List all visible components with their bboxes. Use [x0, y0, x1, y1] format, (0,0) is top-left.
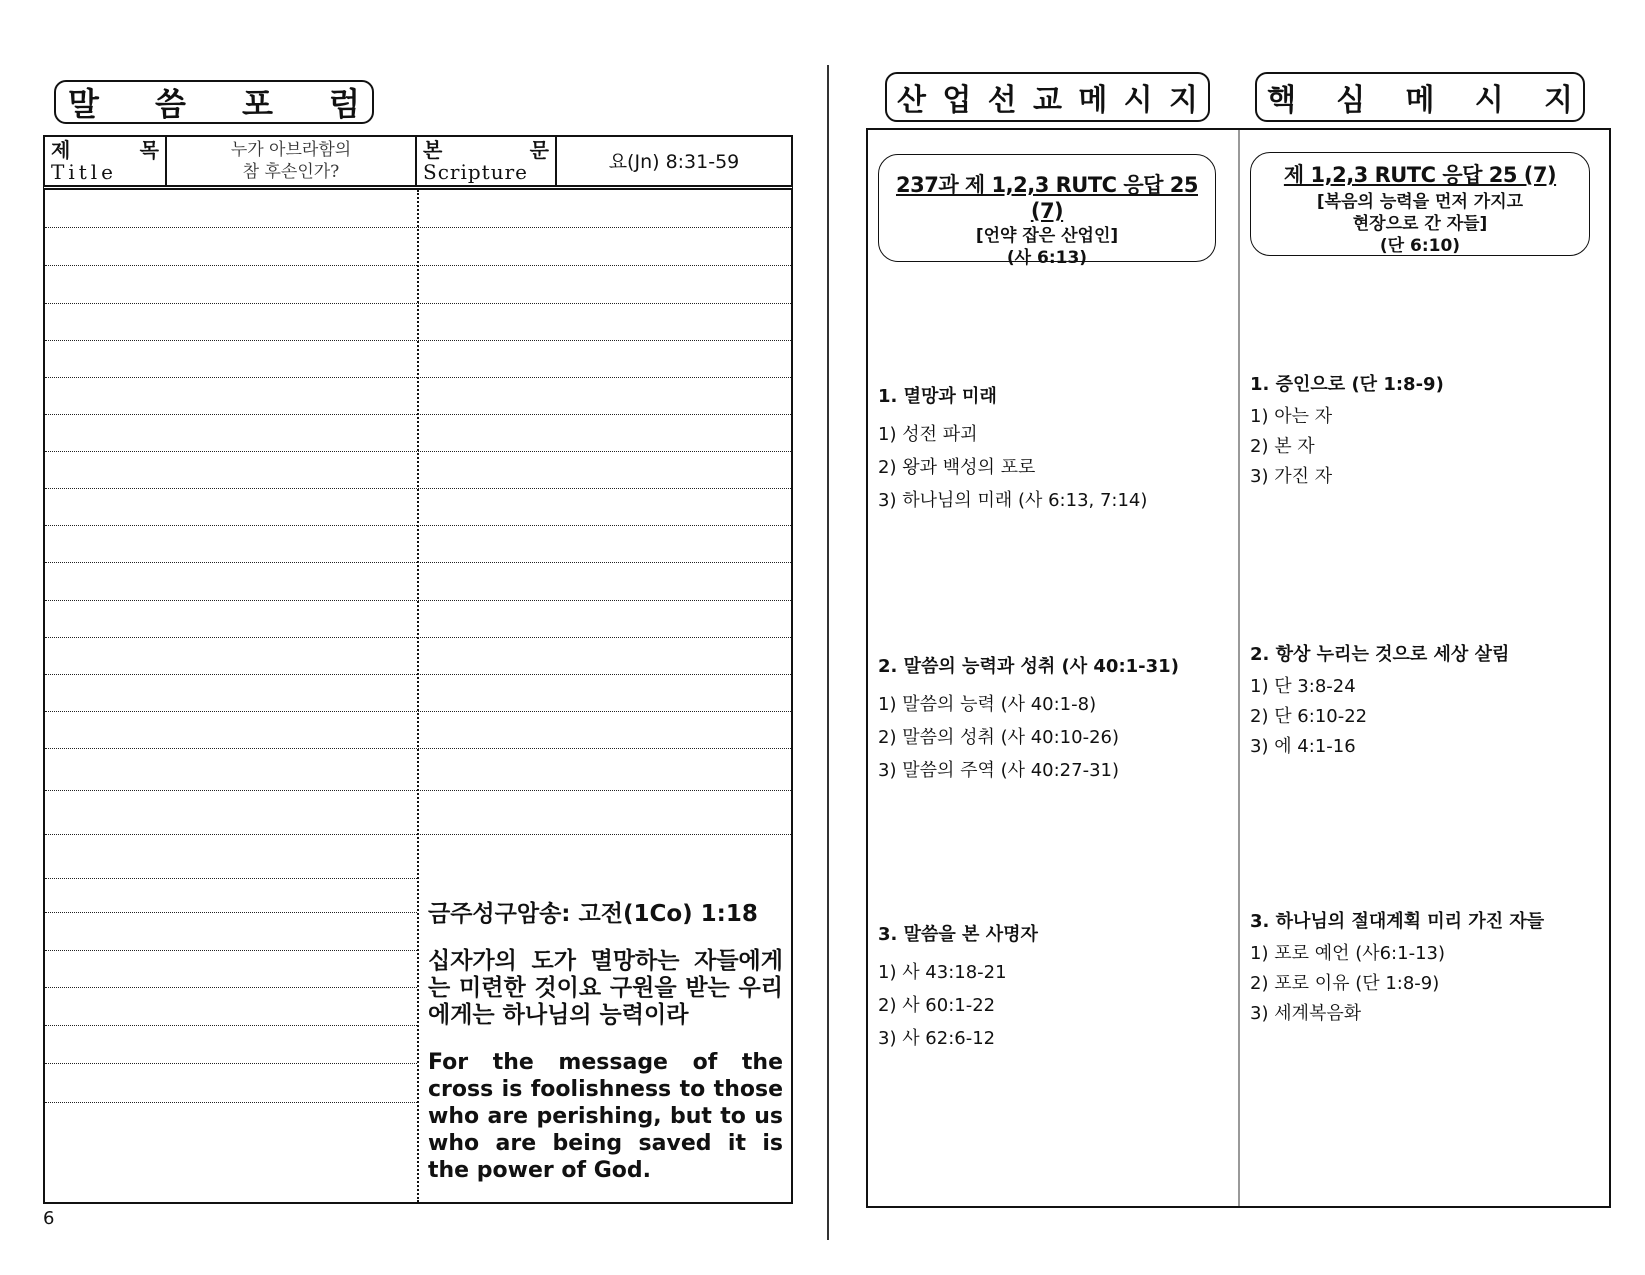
header-char: 핵: [1267, 83, 1296, 118]
scripture-label-cell: [417, 137, 557, 185]
scripture-value-cell: [557, 137, 791, 185]
note-line: [45, 303, 791, 304]
right-lesson-box: [1250, 152, 1590, 256]
note-line: [45, 451, 791, 452]
note-line: [45, 834, 791, 835]
message-content-box: [866, 128, 1611, 1208]
memory-verse-reference: 금주성구암송: 고전(1Co) 1:18: [428, 901, 758, 927]
note-line: [45, 227, 791, 228]
page-title-char: 씀: [155, 85, 186, 123]
section-item: 2) 포로 이유 (단 1:8-9): [1250, 973, 1440, 994]
note-line: [45, 414, 791, 415]
left-section-3: [878, 920, 1038, 1055]
scripture-value: 요(Jn) 8:31-59: [608, 151, 740, 173]
section-heading: 3. 하나님의 절대계획 미리 가진 자들: [1250, 911, 1545, 932]
scripture-label-en: Scripture: [423, 160, 528, 184]
note-line: [45, 950, 417, 951]
section-item: 1) 말씀의 능력 (사 40:1-8): [878, 694, 1097, 715]
header-char: 메: [1405, 83, 1435, 118]
section-item: 1) 사 43:18-21: [878, 962, 1007, 983]
note-line: [45, 265, 791, 266]
scripture-label-ko-1: 본: [423, 138, 443, 162]
notes-divider: [417, 190, 419, 1202]
header-char: 업: [942, 83, 972, 118]
section-heading: 3. 말씀을 본 사명자: [878, 924, 1038, 945]
page-spine: [827, 65, 829, 1240]
section-item: 1) 성전 파괴: [878, 424, 978, 445]
header-char: 메: [1078, 83, 1108, 118]
right-lesson-subtitle-2: 현장으로 간 자들]: [1352, 214, 1488, 234]
header-char: 시: [1474, 83, 1504, 118]
note-line: [45, 637, 791, 638]
section-item: 2) 왕과 백성의 포로: [878, 457, 1036, 478]
header-char: 산: [897, 83, 926, 118]
scripture-label-ko-2: 문: [529, 138, 549, 162]
section-item: 3) 세계복음화: [1250, 1003, 1362, 1024]
title-label-en: Title: [51, 160, 118, 184]
page-title-char: 럼: [329, 85, 360, 123]
right-section-1: [1250, 370, 1444, 492]
note-line: [45, 987, 417, 988]
note-line: [45, 878, 417, 879]
right-lesson-subtitle-1: [복음의 능력을 먼저 가지고: [1316, 192, 1524, 212]
section-heading: 1. 증인으로 (단 1:8-9): [1250, 374, 1444, 395]
header-char: 지: [1168, 83, 1198, 118]
section-item: 3) 가진 자: [1250, 466, 1333, 487]
header-char: 지: [1544, 83, 1573, 118]
right-lesson-title: 제 1,2,3 RUTC 응답 25 (7): [1283, 163, 1557, 187]
left-lesson-title: 237과 제 1,2,3 RUTC 응답 25 (7): [895, 173, 1198, 223]
sermon-title-line-2: 참 후손인가?: [242, 162, 340, 182]
note-line: [45, 340, 791, 341]
section-item: 1) 단 3:8-24: [1250, 676, 1356, 697]
note-line: [45, 377, 791, 378]
note-line: [45, 1063, 417, 1064]
industrial-mission-header: [885, 72, 1210, 122]
note-line: [45, 525, 791, 526]
section-item: 2) 본 자: [1250, 436, 1315, 457]
right-section-3: [1250, 907, 1544, 1029]
title-label-ko-1: 제: [51, 138, 71, 162]
note-line: [45, 600, 791, 601]
section-item: 2) 말씀의 성취 (사 40:10-26): [878, 727, 1120, 748]
section-item: 2) 단 6:10-22: [1250, 706, 1368, 727]
section-heading: 2. 항상 누리는 것으로 세상 살림: [1250, 644, 1510, 665]
section-item: 3) 사 62:6-12: [878, 1028, 996, 1049]
title-value-cell: [167, 137, 417, 185]
core-message-header: [1255, 72, 1585, 122]
note-line: [45, 1025, 417, 1026]
title-label-ko-2: 목: [139, 138, 159, 162]
note-line: [45, 711, 791, 712]
page-title-char: 포: [242, 85, 273, 123]
note-line: [45, 674, 791, 675]
notes-area: [43, 190, 793, 1204]
right-section-2: [1250, 640, 1509, 762]
left-lesson-reference: (사 6:13): [1006, 248, 1088, 268]
left-section-2: [878, 652, 1179, 787]
sermon-title-line-1: 누가 아브라함의: [230, 140, 352, 160]
left-section-1: [878, 382, 1147, 517]
header-char: 시: [1123, 83, 1153, 118]
note-line: [45, 748, 791, 749]
section-item: 1) 포로 예언 (사6:1-13): [1250, 943, 1445, 964]
section-item: 3) 에 4:1-16: [1250, 736, 1356, 757]
header-char: 선: [987, 83, 1017, 118]
section-item: 3) 말씀의 주역 (사 40:27-31): [878, 760, 1120, 781]
note-line: [45, 562, 791, 563]
section-item: 1) 아는 자: [1250, 406, 1333, 427]
memory-verse: [428, 895, 783, 1184]
sermon-header-table: [43, 135, 793, 190]
page-title-char: 말: [68, 85, 99, 123]
left-lesson-subtitle: [언약 잡은 산업인]: [975, 226, 1119, 246]
note-line: [45, 790, 791, 791]
column-divider: [1238, 130, 1240, 1206]
section-item: 3) 하나님의 미래 (사 6:13, 7:14): [878, 490, 1148, 511]
section-item: 2) 사 60:1-22: [878, 995, 996, 1016]
left-lesson-box: [878, 154, 1216, 268]
right-lesson-reference: (단 6:10): [1379, 236, 1461, 256]
section-heading: 1. 멸망과 미래: [878, 386, 997, 407]
page-number: 6: [43, 1208, 55, 1229]
header-char: 심: [1336, 83, 1366, 118]
memory-verse-korean: 십자가의 도가 멸망하는 자들에게는 미련한 것이요 구원을 받는 우리에게는 하나님의 능력이라: [428, 948, 783, 1028]
note-line: [45, 1102, 417, 1103]
memory-verse-english: For the message of the cross is foolishness to those who are perishing, but to us who are being saved it is the power of God.: [428, 1050, 783, 1183]
header-char: 교: [1032, 83, 1062, 118]
note-line: [45, 488, 791, 489]
title-label-cell: [45, 137, 167, 185]
page-title-box: [54, 80, 374, 124]
section-heading: 2. 말씀의 능력과 성취 (사 40:1-31): [878, 656, 1179, 677]
note-line: [45, 912, 417, 913]
